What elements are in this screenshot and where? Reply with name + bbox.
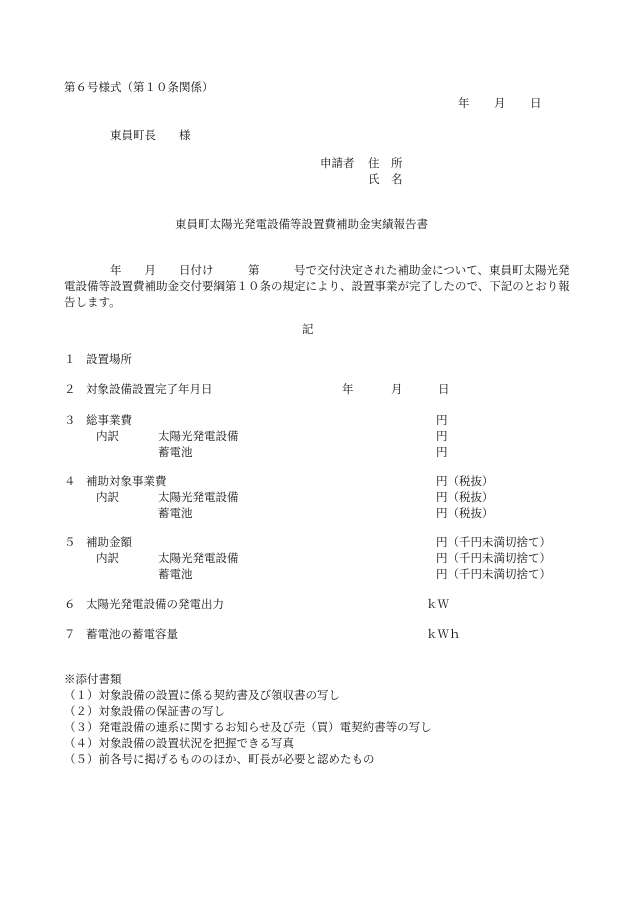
body-text: 年 月 日付け 第 号で交付決定された補助金について、東員町太陽光発電設備等設置費補助金交付要綱第１０条の規定により、設置事業が完了したので、下記のとおり報告します。 — [64, 263, 570, 309]
applicant-address-label: 住 所 — [368, 156, 403, 170]
item-6-label: 太陽光発電設備の発電出力 — [86, 597, 224, 611]
attachment-item: （４）対象設備の設置状況を把握できる写真 — [64, 736, 294, 750]
item-2-number: ２ — [64, 382, 76, 396]
item-1-number: １ — [64, 352, 76, 366]
item-2-month-label: 月 — [391, 382, 403, 396]
applicant-name-label: 氏 名 — [368, 172, 403, 186]
item-4-solar-label: 太陽光発電設備 — [158, 490, 239, 504]
item-5-solar-label: 太陽光発電設備 — [158, 551, 239, 565]
item-5-unit: 円（千円未満切捨て） — [436, 535, 551, 549]
item-5-battery-label: 蓄電池 — [158, 567, 193, 581]
attachment-item: （１）対象設備の設置に係る契約書及び領収書の写し — [64, 688, 340, 702]
date-month-label: 月 — [494, 96, 506, 110]
item-4-label: 補助対象事業費 — [86, 474, 167, 488]
document-title: 東員町太陽光発電設備等設置費補助金実績報告書 — [175, 217, 428, 231]
item-4-battery-label: 蓄電池 — [158, 506, 193, 520]
item-3-label: 総事業費 — [86, 413, 132, 427]
date-year-label: 年 — [458, 96, 470, 110]
attachment-item: （２）対象設備の保証書の写し — [64, 704, 225, 718]
form-number: 第６号様式（第１０条関係） — [64, 80, 214, 94]
item-4-solar-unit: 円（税抜） — [436, 490, 494, 504]
item-7-number: ７ — [64, 627, 76, 641]
item-5-label: 補助金額 — [86, 535, 132, 549]
item-3-battery-unit: 円 — [436, 445, 448, 459]
item-2-label: 対象設備設置完了年月日 — [86, 382, 213, 396]
date-day-label: 日 — [530, 96, 542, 110]
item-4-breakdown-label: 内訳 — [96, 490, 119, 504]
item-2-day-label: 日 — [438, 382, 450, 396]
item-3-unit: 円 — [436, 413, 448, 427]
item-6-number: ６ — [64, 597, 76, 611]
item-5-number: ５ — [64, 535, 76, 549]
item-3-solar-label: 太陽光発電設備 — [158, 429, 239, 443]
ki-marker: 記 — [302, 322, 314, 336]
attachment-item: （３）発電設備の連系に関するお知らせ及び売（買）電契約書等の写し — [64, 720, 432, 734]
item-6-unit: ｋＷ — [426, 597, 449, 611]
item-3-solar-unit: 円 — [436, 429, 448, 443]
addressee: 東員町長 様 — [110, 128, 191, 142]
item-2-year-label: 年 — [342, 382, 354, 396]
applicant-label: 申請者 — [320, 156, 355, 170]
item-1-label: 設置場所 — [86, 352, 132, 366]
item-3-battery-label: 蓄電池 — [158, 445, 193, 459]
item-7-label: 蓄電池の蓄電容量 — [86, 627, 178, 641]
item-4-number: ４ — [64, 474, 76, 488]
attachment-item: （５）前各号に掲げるもののほか、町長が必要と認めたもの — [64, 752, 375, 766]
item-5-breakdown-label: 内訳 — [96, 551, 119, 565]
item-7-unit: ｋＷｈ — [426, 627, 461, 641]
item-5-battery-unit: 円（千円未満切捨て） — [436, 567, 551, 581]
item-4-battery-unit: 円（税抜） — [436, 506, 494, 520]
attachments-heading: ※添付書類 — [64, 672, 122, 686]
item-3-number: ３ — [64, 413, 76, 427]
item-3-breakdown-label: 内訳 — [96, 429, 119, 443]
item-4-unit: 円（税抜） — [436, 474, 494, 488]
item-5-solar-unit: 円（千円未満切捨て） — [436, 551, 551, 565]
